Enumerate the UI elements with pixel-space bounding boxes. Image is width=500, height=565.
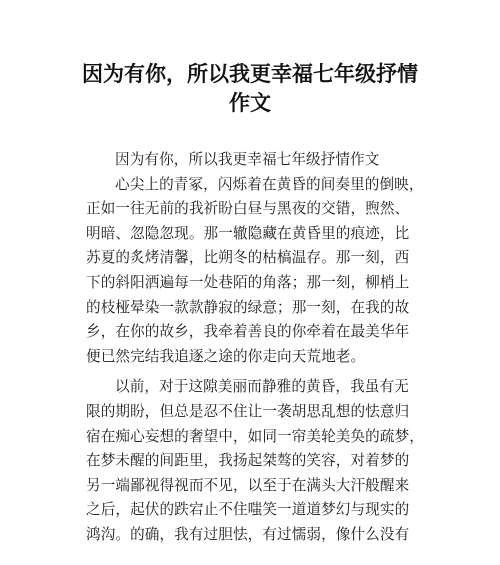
paragraph-1-line-3: 明暗、忽隐忽现。那一辙隐藏在黄昏里的痕迹，比 [86,224,410,242]
paragraph-1-line-5: 下的斜阳洒遍每一处巷陌的角落；那一刻，柳梢上 [86,273,410,291]
document-body [86,148,424,548]
paragraph-2-line-2: 限的期盼，但总是忍不住让一袭胡思乱想的怯意归 [86,402,410,420]
paragraph-2-line-6: 之后，起伏的跌宕止不住嗤笑一道道梦幻与现实的 [86,501,410,519]
paragraph-1-line-7: 乡，在你的故乡，我牵着善良的你牵着在最美华年 [86,323,410,341]
paragraph-1-line-1: 心尖上的青冢，闪烁着在黄昏的间奏里的倒映， [115,175,424,193]
title-line-1: 因为有你，所以我更幸福七年级抒情 [82,62,418,86]
subtitle-line: 因为有你，所以我更幸福七年级抒情作文 [115,151,380,168]
paragraph-2-line-7: 鸿沟。的确，我有过胆怯，有过懦弱，像什么没有 [86,525,410,543]
paragraph-2-line-5: 另一端鄙视得视而不见，以至于在满头大汗般醒来 [86,476,410,494]
paragraph-2-line-1: 以前，对于这隙美丽而静雅的黄昏，我虽有无 [115,378,409,396]
paragraph-1-line-2: 正如一往无前的我祈盼白昼与黑夜的交错，煦然、 [86,200,410,218]
paragraph-1-line-4: 苏夏的炙烤清馨，比朔冬的枯槁温存。那一刻，西 [86,249,410,267]
document-title [60,60,440,118]
paragraph-1-line-6: 的枝桠晕染一款款静寂的绿意；那一刻，在我的故 [86,298,410,316]
paragraph-2-line-4: 在梦未醒的间距里，我扬起桀骜的笑容，对着梦的 [86,452,410,470]
paragraph-2-line-3: 宿在痴心妄想的奢望中，如同一帘美轮美奂的疏梦， [86,427,424,445]
title-line-2: 作文 [229,91,271,115]
paragraph-1-line-8: 便已然完结我追逐之途的你走向天荒地老。 [86,347,366,365]
